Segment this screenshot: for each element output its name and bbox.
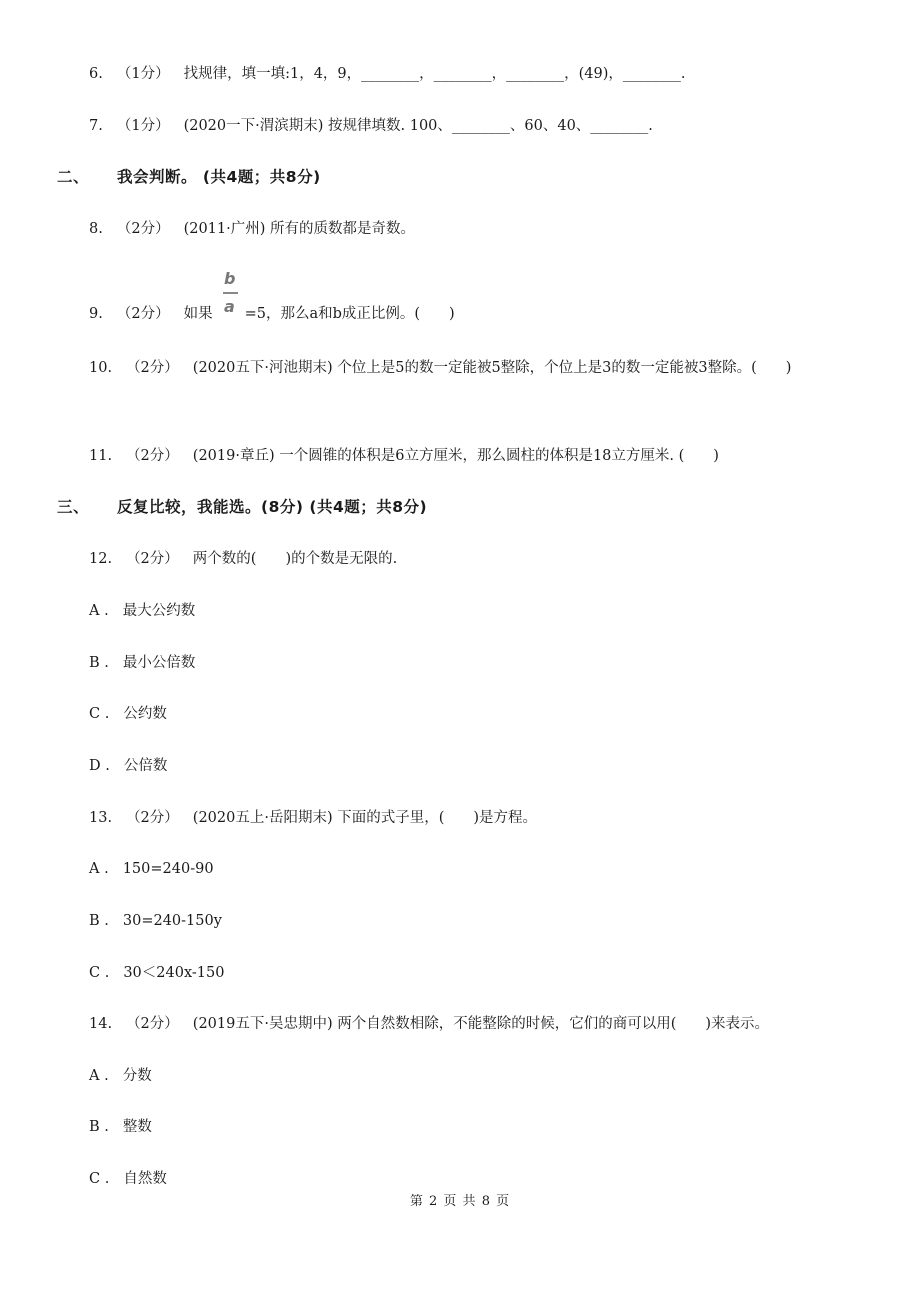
option-text: 最小公倍数 (122, 655, 196, 671)
option-label: A . (89, 603, 109, 619)
option-text: 整数 (122, 1119, 152, 1135)
question-number: 9. (89, 306, 103, 322)
question-number: 8. (89, 221, 103, 237)
fraction-b-over-a (222, 270, 240, 320)
question-number: 6. (89, 66, 103, 82)
option-text: 30＜240x-150 (123, 965, 225, 981)
option-12-d[interactable] (89, 756, 167, 776)
option-text: 公约数 (123, 706, 167, 722)
section-2-heading (57, 167, 321, 187)
option-text: 公倍数 (123, 758, 168, 774)
section-3-heading (57, 497, 427, 517)
question-suffix: =5，那么a和b成正比例。( ) (244, 306, 455, 322)
fraction-numerator: b (224, 269, 236, 288)
option-13-b[interactable] (89, 911, 222, 931)
option-label: C . (89, 1171, 110, 1187)
option-label: A . (89, 861, 109, 877)
option-text: 最大公约数 (122, 603, 196, 619)
question-score: （2分） (116, 306, 170, 322)
question-11 (89, 446, 719, 466)
question-text: 找规律，填一填:1，4，9，________，________，________，(49)，________. (183, 66, 686, 82)
question-text: (2019五下·吴忠期中) 两个自然数相除，不能整除的时候，它们的商可以用( )来表示。 (192, 1016, 770, 1032)
question-number: 12. (89, 551, 113, 567)
question-6 (89, 64, 686, 84)
option-label: B . (89, 655, 109, 671)
option-text: 分数 (122, 1068, 152, 1084)
question-prefix: 如果 (183, 306, 213, 322)
option-text: 30=240-150y (122, 913, 222, 929)
section-number: 二、 (57, 168, 90, 186)
question-score: （2分） (116, 221, 170, 237)
question-14 (89, 1014, 769, 1034)
question-12 (89, 549, 397, 569)
question-score: （2分） (126, 551, 179, 567)
fraction-bar (223, 292, 238, 294)
question-9 (89, 304, 455, 324)
fraction-denominator: a (224, 297, 235, 316)
question-score: （2分） (126, 1016, 179, 1032)
question-score: （2分） (126, 360, 179, 376)
question-score: （1分） (116, 118, 170, 134)
question-number: 10. (89, 360, 113, 376)
option-14-a[interactable] (89, 1066, 152, 1086)
option-label: B . (89, 1119, 109, 1135)
page-footer: 第 2 页 共 8 页 (409, 1194, 511, 1209)
option-13-a[interactable] (89, 859, 214, 879)
option-14-b[interactable] (89, 1117, 152, 1137)
question-13 (89, 808, 537, 828)
option-13-c[interactable] (89, 963, 224, 983)
question-10 (89, 358, 791, 378)
option-14-c[interactable] (89, 1169, 167, 1189)
question-number: 11. (89, 448, 113, 464)
section-number: 三、 (57, 498, 90, 516)
question-score: （2分） (126, 448, 179, 464)
question-text: (2020五下·河池期末) 个位上是5的数一定能被5整除，个位上是3的数一定能被3整除。( ) (192, 360, 792, 376)
option-label: C . (89, 965, 110, 981)
question-text: (2020一下·渭滨期末) 按规律填数. 100、________、60、40、________. (183, 118, 653, 134)
question-score: （1分） (116, 66, 170, 82)
option-12-c[interactable] (89, 704, 167, 724)
option-12-b[interactable] (89, 653, 195, 673)
option-label: D . (89, 758, 110, 774)
section-title: 反复比较，我能选。(8分) (共4题；共8分) (117, 498, 428, 516)
question-text: (2020五上·岳阳期末) 下面的式子里，( )是方程。 (192, 810, 538, 826)
question-8 (89, 219, 415, 239)
option-12-a[interactable] (89, 601, 195, 621)
question-7 (89, 116, 653, 136)
option-label: C . (89, 706, 110, 722)
option-text: 150=240-90 (122, 861, 214, 877)
question-text: 两个数的( )的个数是无限的. (192, 551, 398, 567)
question-text: (2011·广州) 所有的质数都是奇数。 (183, 221, 416, 237)
question-number: 14. (89, 1016, 113, 1032)
option-label: A . (89, 1068, 109, 1084)
question-score: （2分） (126, 810, 179, 826)
option-label: B . (89, 913, 109, 929)
section-title: 我会判断。 (共4题；共8分) (117, 168, 321, 186)
option-text: 自然数 (123, 1171, 167, 1187)
question-number: 7. (89, 118, 103, 134)
question-number: 13. (89, 810, 113, 826)
question-text: (2019·章丘) 一个圆锥的体积是6立方厘米，那么圆柱的体积是18立方厘米. ( ) (192, 448, 719, 464)
